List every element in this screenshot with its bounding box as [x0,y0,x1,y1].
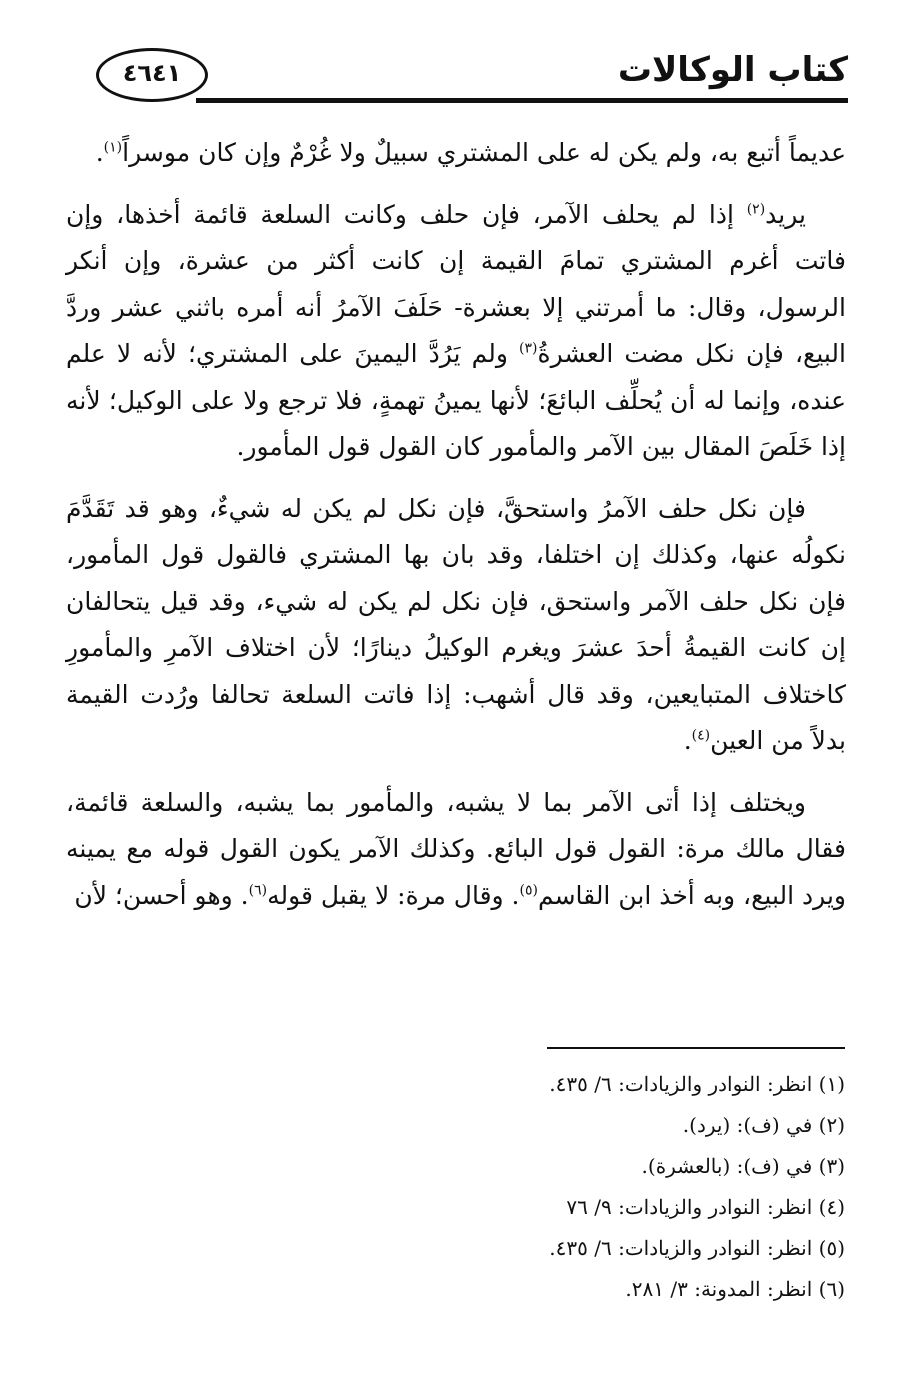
header-rule [196,98,848,103]
paragraph-4-text-a: ويختلف إذا أتى الآمر بما لا يشبه، والمأمور بما يشبه، والسلعة قائمة، فقال مالك مرة: القول قول البائع. وكذلك الآمر يكون القول قوله مع يمينه ويرد البيع، وبه أخذ ابن القاسم [66,787,846,910]
footnote-5: (٥) انظر: النوادر والزيادات: ٦/ ٤٣٥. [549,1236,845,1260]
paragraph-2-text-b: إذا لم يحلف الآمر، فإن حلف وكانت السلعة قائمة أخذها، وإن فاتت أغرم المشتري تمامَ القيمة إن كانت أكثر من عشرة، وإن أنكر الرسول، وقال: ما أمرتني إلا بعشرة- حَلَفَ الآمرُ أنه أمره باثني عشر وردَّ البيع، فإن نكل مضت العشرةُ [66,199,846,368]
paragraph-4-text-c: . وهو أحسن؛ لأن [74,880,249,910]
paragraph-1 [66,130,846,177]
paragraph-4-text-b: . وقال مرة: لا يقبل قوله [267,880,520,910]
main-text [66,130,846,934]
footnotes [105,1064,845,1310]
paragraph-2-text-a: يريد [765,199,806,229]
footnote-ref-5: (٥) [519,882,538,899]
footnote-ref-4: (٤) [691,727,711,744]
paragraph-3-end: . [683,726,692,755]
footnote-2: (٢) في (ف): (يرد). [682,1113,845,1137]
footnote-ref-1: (١) [103,139,123,156]
page-header [96,46,848,120]
footnote-4: (٤) انظر: النوادر والزيادات: ٩/ ٧٦ [566,1195,845,1219]
paragraph-3-text: فإن نكل حلف الآمرُ واستحقَّ، فإن نكل لم يكن له شيءٌ، وهو قد تَقَدَّمَ نكولُه عنها، وكذلك إن اختلفا، وقد بان بها المشتري فالقول قول المأمور، فإن نكل حلف الآمر واستحق، فإن نكل لم يكن له شيء، وقد قيل يتحالفان إن كانت القيمةُ أحدَ عشرَ ويغرم الوكيلُ دينارًا؛ لأن اختلاف الآمرِ والمأمورِ كاختلاف المتبايعين، وقد قال أشهب: إذا فاتت السلعة تحالفا ورُدت القيمة بدلاً من العين [66,493,846,755]
paragraph-4 [66,780,846,920]
book-title: كتاب الوكالات [617,50,848,90]
footnote-3: (٣) في (ف): (بالعشرة). [641,1154,845,1178]
page-number: ٤٦٤١ [122,59,182,87]
footnote-ref-6: (٦) [248,882,268,899]
paragraph-2-text-c: ولم يَرُدَّ اليمينَ على المشتري؛ لأنه لا علم عنده، وإنما له أن يُحلِّف البائعَ؛ لأنها يمينُ تهمةٍ، فلا ترجع ولا على الوكيل؛ لأنه إذا خَلَصَ المقال بين الآمر والمأمور كان القول قول المأمور. [66,339,846,461]
footnote-1: (١) انظر: النوادر والزيادات: ٦/ ٤٣٥. [549,1072,845,1096]
footnote-6: (٦) انظر: المدونة: ٣/ ٢٨١. [625,1277,845,1301]
footnote-separator [547,1047,845,1049]
paragraph-1-end: . [95,138,104,167]
footnote-ref-3: (٣) [519,340,538,357]
paragraph-1-text: عديماً أتبع به، ولم يكن له على المشتري سبيلٌ ولا غُرْمٌ وإن كان موسراً [122,138,846,167]
footnote-ref-2: (٢) [746,201,766,218]
paragraph-2 [66,192,846,471]
paragraph-3 [66,486,846,765]
